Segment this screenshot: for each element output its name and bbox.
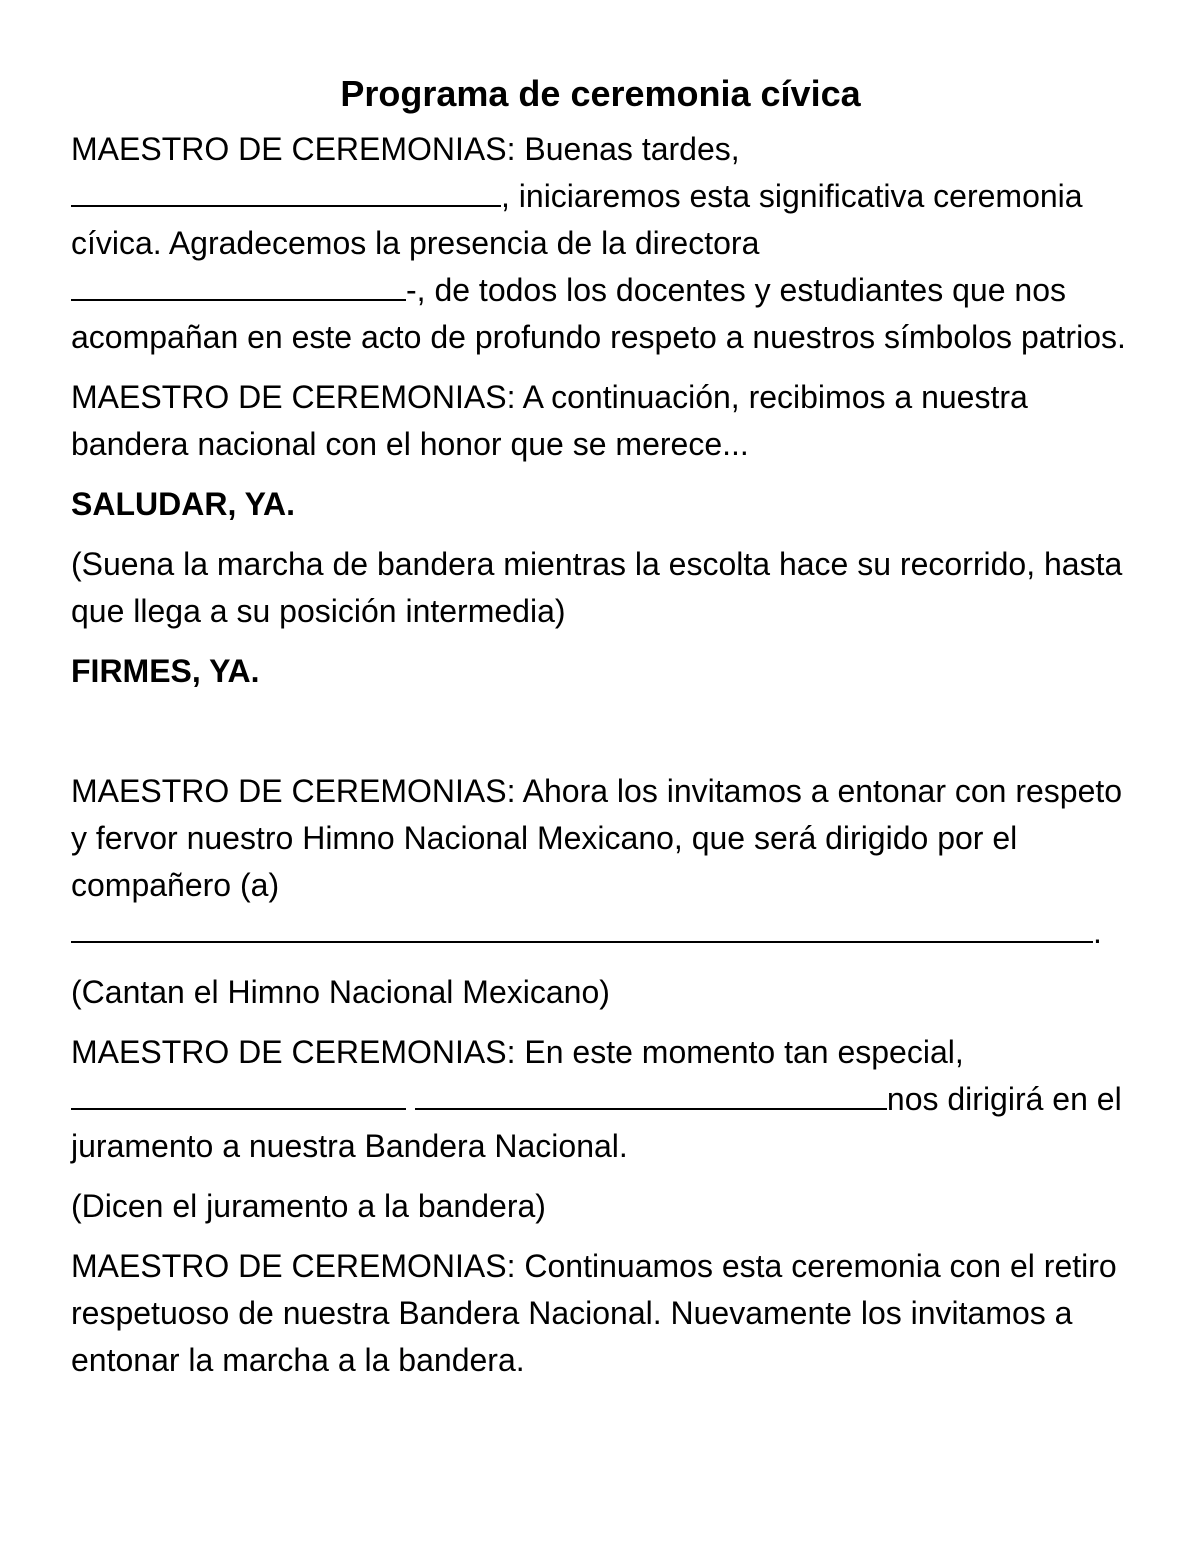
speaker-label: MAESTRO DE CEREMONIAS: [71, 1034, 516, 1070]
paragraph-oath [71, 1029, 1130, 1170]
command-firmes: FIRMES, YA. [71, 653, 260, 689]
blank-line-anthem-leader [71, 909, 1093, 943]
flag-retreat-text: Continuamos esta ceremonia con el retiro respetuoso de nuestra Bandera Nacional. Nuevamente los invitamos a entonar la marcha a la bandera. [71, 1248, 1117, 1378]
blank-line-audience [71, 173, 501, 207]
stage-direction-anthem: (Cantan el Himno Nacional Mexicano) [71, 974, 610, 1010]
welcome-greeting: Buenas tardes, [515, 131, 740, 167]
speaker-label: MAESTRO DE CEREMONIAS: [71, 379, 516, 415]
blank-line-oath-name [415, 1076, 887, 1110]
paragraph-welcome [71, 126, 1130, 361]
blank-line-oath-title [71, 1076, 406, 1110]
oath-text: nos dirigirá en el juramento a nuestra Bandera Nacional. [71, 1081, 1122, 1164]
welcome-text-end: -, de todos los docentes y estudiantes que nos acompañan en este acto de profundo respeto a nuestros símbolos patrios. [71, 272, 1126, 355]
command-saludar: SALUDAR, YA. [71, 486, 296, 522]
paragraph-anthem [71, 768, 1130, 956]
oath-intro: En este momento tan especial, [515, 1034, 964, 1070]
blank-spacer [71, 708, 1130, 755]
stage-direction-march: (Suena la marcha de bandera mientras la escolta hace su recorrido, hasta que llega a su posición intermedia) [71, 546, 1123, 629]
paragraph-flag-reception [71, 374, 1130, 468]
paragraph-flag-retreat [71, 1243, 1130, 1384]
flag-reception-text: A continuación, recibimos a nuestra bandera nacional con el honor que se merece... [71, 379, 1028, 462]
document-title: Programa de ceremonia cívica [340, 73, 861, 114]
speaker-label: MAESTRO DE CEREMONIAS: [71, 1248, 516, 1284]
stage-direction-oath: (Dicen el juramento a la bandera) [71, 1188, 546, 1224]
welcome-text: , iniciaremos esta significativa ceremonia cívica. Agradecemos la presencia de la directora [71, 178, 1083, 261]
speaker-label: MAESTRO DE CEREMONIAS: [71, 131, 516, 167]
anthem-period: . [1093, 914, 1102, 950]
anthem-text: Ahora los invitamos a entonar con respeto y fervor nuestro Himno Nacional Mexicano, que será dirigido por el compañero (a) [71, 773, 1123, 903]
speaker-label: MAESTRO DE CEREMONIAS: [71, 773, 516, 809]
blank-line-director [71, 267, 406, 301]
